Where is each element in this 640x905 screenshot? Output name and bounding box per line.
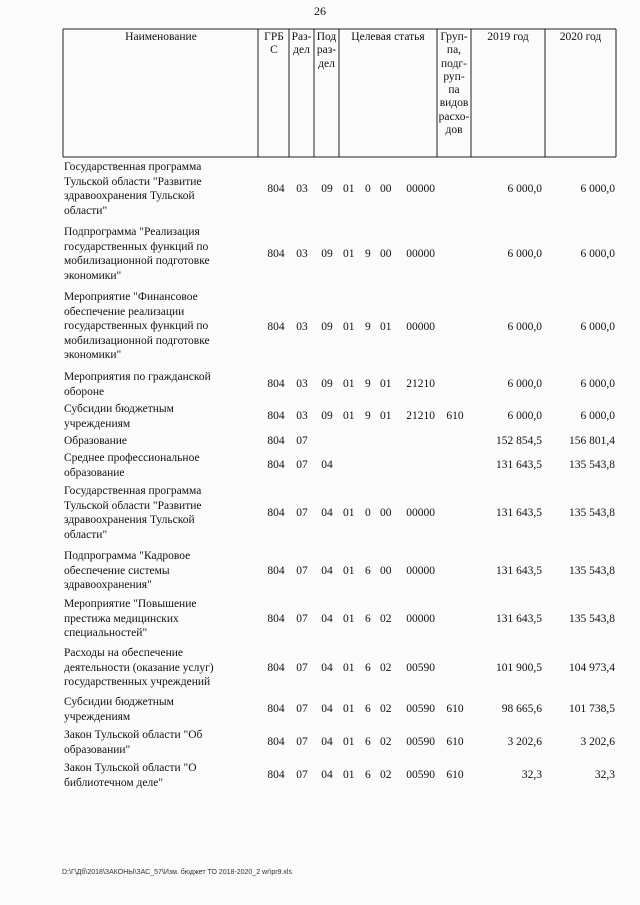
row-razdel: 07: [296, 435, 308, 447]
row-target-program: 01: [343, 736, 355, 748]
row-amount-2019: 6 000,0: [507, 183, 542, 195]
row-podrazdel: 09: [321, 248, 333, 260]
row-target-event: 02: [380, 736, 392, 748]
row-target-event: 01: [380, 410, 392, 422]
row-amount-2020: 135 543,8: [569, 613, 615, 625]
row-expense-type: 610: [446, 736, 464, 748]
row-amount-2019: 131 643,5: [496, 459, 542, 471]
row-grbs: 804: [267, 459, 285, 471]
row-podrazdel: 04: [321, 662, 333, 674]
row-podrazdel: 09: [321, 321, 333, 333]
row-podrazdel: 04: [321, 613, 333, 625]
row-amount-2019: 131 643,5: [496, 613, 542, 625]
row-amount-2020: 3 202,6: [580, 736, 615, 748]
row-grbs: 804: [267, 248, 285, 260]
row-target-event: 02: [380, 703, 392, 715]
header-podrazdel-line2: раз-: [316, 44, 337, 57]
row-razdel: 07: [296, 459, 308, 471]
row-amount-2020: 135 543,8: [569, 507, 615, 519]
header-grbs-line2: С: [270, 44, 278, 57]
row-amount-2019: 32,3: [521, 769, 542, 781]
row-razdel: 03: [296, 410, 308, 422]
row-name: Мероприятие "Финансовое обеспечение реализации государственных функций по мобилизационной подготовке экономики": [64, 291, 210, 362]
row-expense-type: 610: [446, 410, 464, 422]
row-target-direction: 00590: [406, 736, 435, 748]
row-target-event: 00: [380, 565, 392, 577]
header-group-line3: подг-: [441, 57, 467, 70]
row-name: Среднее профессиональное образование: [64, 452, 200, 479]
header-group-line8: дов: [445, 124, 463, 137]
row-target-program: 01: [343, 248, 355, 260]
row-razdel: 07: [296, 703, 308, 715]
row-name: Закон Тульской области "Об образовании": [64, 729, 203, 756]
header-year-2019-label: 2019 год: [487, 31, 529, 43]
row-name: Мероприятие "Повышение престижа медицинских специальностей": [64, 598, 197, 640]
row-target-direction: 00000: [406, 321, 435, 333]
row-amount-2020: 101 738,5: [569, 703, 615, 715]
row-target-event: 02: [380, 662, 392, 674]
row-amount-2019: 101 900,5: [496, 662, 542, 674]
row-podrazdel: 04: [321, 459, 333, 471]
row-target-direction: 21210: [406, 378, 435, 390]
row-amount-2020: 6 000,0: [580, 248, 615, 260]
row-podrazdel: 04: [321, 703, 333, 715]
header-group: [437, 31, 471, 137]
row-target-direction: 21210: [406, 410, 435, 422]
row-razdel: 03: [296, 378, 308, 390]
row-target-program: 01: [343, 565, 355, 577]
row-razdel: 03: [296, 183, 308, 195]
header-group-line5: па: [448, 84, 460, 97]
row-target-direction: 00590: [406, 769, 435, 781]
row-name: Подпрограмма "Реализация государственных функций по мобилизационной подготовке экономики": [64, 226, 210, 282]
header-razdel-line1: Раз-: [291, 31, 312, 43]
row-target-program: 01: [343, 183, 355, 195]
row-razdel: 07: [296, 613, 308, 625]
row-amount-2020: 6 000,0: [580, 183, 615, 195]
row-podrazdel: 04: [321, 565, 333, 577]
row-amount-2019: 131 643,5: [496, 565, 542, 577]
row-amount-2019: 6 000,0: [507, 410, 542, 422]
row-target-program: 01: [343, 662, 355, 674]
row-name: Государственная программа Тульской области "Развитие здравоохранения Тульской области": [64, 161, 202, 217]
row-target-subprogram: 6: [365, 565, 371, 577]
row-target-subprogram: 9: [365, 378, 371, 390]
header-target: [339, 31, 437, 44]
row-name: Мероприятия по гражданской обороне: [64, 371, 211, 398]
header-year-2019: [471, 31, 545, 44]
row-amount-2019: 3 202,6: [507, 736, 542, 748]
row-razdel: 07: [296, 662, 308, 674]
row-target-event: 01: [380, 378, 392, 390]
header-group-line6: видов: [439, 97, 469, 110]
row-amount-2019: 98 665,6: [501, 703, 542, 715]
row-name: Закон Тульской области "О библиотечном деле": [64, 762, 197, 789]
header-razdel-line2: дел: [293, 44, 310, 57]
row-target-event: 02: [380, 769, 392, 781]
row-amount-2020: 6 000,0: [580, 410, 615, 422]
header-group-line7: расхо-: [438, 110, 470, 123]
row-amount-2020: 32,3: [594, 769, 615, 781]
header-podrazdel: [314, 31, 339, 71]
row-grbs: 804: [267, 703, 285, 715]
row-amount-2019: 6 000,0: [507, 321, 542, 333]
row-target-event: 00: [380, 248, 392, 260]
row-name: Образование: [64, 435, 128, 447]
row-amount-2020: 135 543,8: [569, 459, 615, 471]
row-grbs: 804: [267, 183, 285, 195]
row-grbs: 804: [267, 662, 285, 674]
row-target-program: 01: [343, 703, 355, 715]
row-target-program: 01: [343, 613, 355, 625]
row-target-direction: 00000: [406, 613, 435, 625]
row-target-subprogram: 6: [365, 662, 371, 674]
row-target-subprogram: 0: [365, 507, 371, 519]
row-grbs: 804: [267, 565, 285, 577]
row-amount-2020: 135 543,8: [569, 565, 615, 577]
header-year-2020-label: 2020 год: [559, 31, 602, 43]
row-target-direction: 00000: [406, 248, 435, 260]
row-razdel: 07: [296, 736, 308, 748]
row-target-subprogram: 6: [365, 613, 371, 625]
row-amount-2020: 104 973,4: [569, 662, 615, 674]
row-grbs: 804: [267, 736, 285, 748]
row-target-event: 00: [380, 507, 392, 519]
row-name: Государственная программа Тульской области "Развитие здравоохранения Тульской области": [64, 485, 202, 541]
row-target-direction: 00000: [406, 507, 435, 519]
header-grbs-line1: ГРБ: [264, 31, 284, 43]
header-podrazdel-line3: дел: [318, 57, 335, 70]
header-razdel: [289, 31, 314, 58]
row-target-event: 02: [380, 613, 392, 625]
row-target-program: 01: [343, 410, 355, 422]
row-target-event: 01: [380, 321, 392, 333]
header-target-label: Целевая статья: [351, 31, 425, 43]
row-target-program: 01: [343, 769, 355, 781]
row-name: Расходы на обеспечение деятельности (оказание услуг) государственных учреждений: [64, 647, 214, 689]
row-amount-2019: 6 000,0: [507, 378, 542, 390]
file-path-footer: D:\Г\Дб\2018\ЗАКОНЫ\ЗАС_57\Изм. бюджет ТО 2018-2020_2 wr\pr9.xls: [62, 869, 292, 876]
row-target-subprogram: 6: [365, 703, 371, 715]
row-razdel: 07: [296, 507, 308, 519]
row-name: Подпрограмма "Кадровое обеспечение системы здравоохранения": [64, 550, 191, 592]
header-name: [64, 31, 258, 44]
page-number: 26: [314, 4, 326, 18]
header-name-label: Наименование: [125, 31, 197, 43]
row-grbs: 804: [267, 410, 285, 422]
row-podrazdel: 04: [321, 507, 333, 519]
row-amount-2019: 6 000,0: [507, 248, 542, 260]
row-target-program: 01: [343, 507, 355, 519]
row-podrazdel: 09: [321, 410, 333, 422]
row-expense-type: 610: [446, 769, 464, 781]
row-podrazdel: 04: [321, 769, 333, 781]
row-amount-2020: 156 801,4: [569, 435, 615, 447]
row-podrazdel: 04: [321, 736, 333, 748]
row-podrazdel: 09: [321, 378, 333, 390]
row-target-program: 01: [343, 378, 355, 390]
row-target-direction: 00590: [406, 662, 435, 674]
header-year-2020: [545, 31, 616, 44]
header-group-line2: па,: [446, 44, 462, 57]
row-name: Субсидии бюджетным учреждениям: [64, 403, 174, 430]
row-grbs: 804: [267, 321, 285, 333]
row-razdel: 03: [296, 248, 308, 260]
row-grbs: 804: [267, 769, 285, 781]
row-grbs: 804: [267, 435, 285, 447]
row-grbs: 804: [267, 613, 285, 625]
row-grbs: 804: [267, 507, 285, 519]
header-group-line4: руп-: [443, 70, 465, 83]
row-target-direction: 00000: [406, 565, 435, 577]
row-grbs: 804: [267, 378, 285, 390]
row-target-subprogram: 6: [365, 769, 371, 781]
row-target-subprogram: 9: [365, 410, 371, 422]
row-target-direction: 00590: [406, 703, 435, 715]
row-podrazdel: 09: [321, 183, 333, 195]
row-amount-2020: 6 000,0: [580, 378, 615, 390]
row-amount-2020: 6 000,0: [580, 321, 615, 333]
row-razdel: 07: [296, 565, 308, 577]
row-expense-type: 610: [446, 703, 464, 715]
row-target-subprogram: 0: [365, 183, 371, 195]
row-amount-2019: 131 643,5: [496, 507, 542, 519]
row-target-subprogram: 9: [365, 248, 371, 260]
header-grbs: [259, 31, 289, 58]
row-target-subprogram: 9: [365, 321, 371, 333]
row-target-direction: 00000: [406, 183, 435, 195]
row-target-subprogram: 6: [365, 736, 371, 748]
row-amount-2019: 152 854,5: [496, 435, 542, 447]
header-podrazdel-line1: Под: [316, 31, 337, 43]
row-name: Субсидии бюджетным учреждениям: [64, 696, 174, 723]
row-razdel: 03: [296, 321, 308, 333]
row-razdel: 07: [296, 769, 308, 781]
row-target-program: 01: [343, 321, 355, 333]
header-group-line1: Груп-: [440, 31, 468, 43]
row-target-event: 00: [380, 183, 392, 195]
